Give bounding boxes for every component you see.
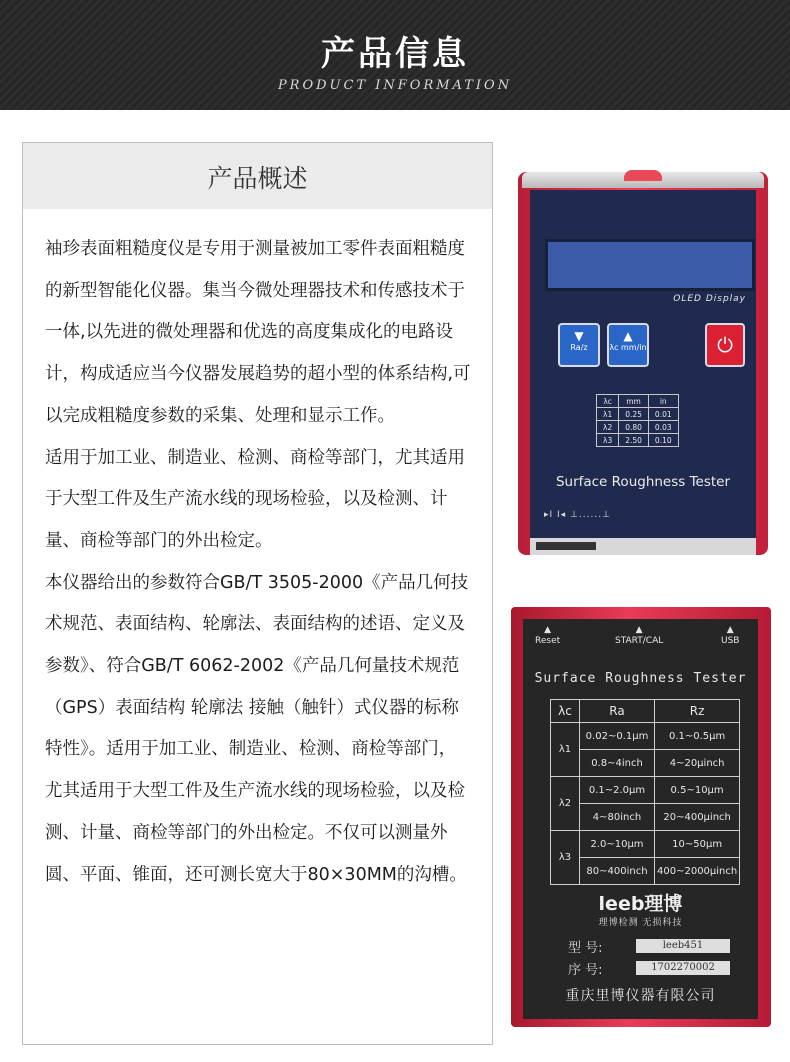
table-cell: 0.5~10μm [655,777,740,804]
oled-display [545,239,755,291]
spec-table [550,699,740,885]
table-cell: 80~400inch [580,858,655,885]
usb-port: ▲ USB [721,625,740,646]
brand-logo: leeb理博 [598,893,683,915]
table-cell: 4~20μinch [655,750,740,777]
table-cell: 0.02~0.1μm [580,723,655,750]
probe-status-icons: ▸I I◂ ⊥......⊥ [544,510,611,520]
cutoff-table [596,394,679,447]
table-row [597,434,679,447]
ra-rz-button [558,323,600,367]
reset-port: ▲ Reset [535,625,561,646]
table-cell: 4~80inch [580,804,655,831]
description-body [45,229,473,896]
ra-rz-label: Ra/z [570,343,588,352]
table-cell: 0.1~2.0μm [580,777,655,804]
table-cell: 0.8~4inch [580,750,655,777]
table-row [551,858,740,885]
device-back-label [523,619,758,1019]
description-paragraph: 适用于加工业、制造业、检测、商检等部门，尤其适用于大型工件及生产流水线的现场检验，以及检测、计量、商检等部门的外出检定。 [45,447,465,551]
table-row [551,804,740,831]
table-cell: λ1 [551,723,580,777]
table-row [597,408,679,421]
back-title: Surface Roughness Tester [534,671,747,686]
serial-label: 序 号: [568,963,603,978]
model-label: 型 号: [568,941,603,956]
power-icon: ⏻ [705,323,745,367]
probe-slot-opening [536,542,596,550]
probe-slot [530,538,756,555]
header-banner [0,0,790,110]
table-cell: λc [551,700,580,723]
description-header [23,143,492,209]
usb-label: USB [721,636,740,646]
table-cell: 0.01 [648,408,678,421]
company-name: 重庆里博仪器有限公司 [565,988,716,1004]
table-cell: in [648,395,678,408]
model-value: leeb451 [636,939,730,953]
table-cell: λ2 [597,421,619,434]
description-paragraph: 本仪器给出的参数符合GB/T 3505-2000《产品几何技术规范、表面结构、轮廓法、表面结构的述语、定义及参数》、符合GB/T 6062-2002《产品几何量技术规范 （GPS）表面结构 轮廓法 接触（触针）式仪器的标称特性》。适用于加工业、制造业、检测、商检等部门，尤其适用于大型工件及生产流水线的现场检验，以及检测、计量、商检等部门的外出检定。不仅可以测量外圆、平面、锥面，还可测长宽大于80×30MM的沟槽。 [45,572,469,885]
table-cell: mm [619,395,649,408]
table-cell: 2.50 [619,434,649,447]
table-cell: 0.1~0.5μm [655,723,740,750]
table-row [597,395,679,408]
banner-title: 产品信息 [321,34,469,74]
table-cell: 400~2000μinch [655,858,740,885]
start-cal-label: START/CAL [615,636,664,646]
table-cell: λc [597,395,619,408]
lambda-unit-button [607,323,649,367]
table-cell: 0.80 [619,421,649,434]
description-paragraph: 袖珍表面粗糙度仪是专用于测量被加工零件表面粗糙度的新型智能化仪器。集当今微处理器技术和传感技术于一体,以先进的微处理器和优选的高度集成化的电路设计，构成适应当今仪器发展趋势的超小型的体系结构,可以完成粗糙度参数的采集、处理和显示工作。 [45,239,471,426]
device-front-panel [530,190,756,538]
table-row [597,421,679,434]
device-top-button [624,170,662,181]
table-cell: 0.03 [648,421,678,434]
table-row [551,750,740,777]
description-panel [22,142,493,1045]
table-cell: λ1 [597,408,619,421]
table-cell: λ3 [551,831,580,885]
banner-subtitle: PRODUCT INFORMATION [277,78,513,93]
table-cell: Rz [655,700,740,723]
table-row [551,831,740,858]
description-title: 产品概述 [207,164,308,193]
table-cell: 0.25 [619,408,649,421]
table-cell: 10~50μm [655,831,740,858]
device-name: Surface Roughness Tester [555,474,731,490]
table-cell: 2.0~10μm [580,831,655,858]
serial-value: 1702270002 [636,961,730,975]
table-row [551,777,740,804]
table-cell: λ2 [551,777,580,831]
lambda-unit-label: λc mm/in [609,343,647,352]
table-row [551,723,740,750]
table-cell: 0.10 [648,434,678,447]
triangle-down-icon: ▼ [574,329,584,343]
oled-label: OLED Display [673,294,746,304]
triangle-up-icon: ▲ [623,329,633,343]
reset-label: Reset [535,636,561,646]
table-row [551,700,740,723]
brand-slogan: 理博检测 无损科技 [598,918,683,928]
device-front-image [518,172,768,555]
table-cell: Ra [580,700,655,723]
table-cell: 20~400μinch [655,804,740,831]
device-back-image [511,607,771,1027]
start-cal-port: ▲ START/CAL [615,625,664,646]
table-cell: λ3 [597,434,619,447]
